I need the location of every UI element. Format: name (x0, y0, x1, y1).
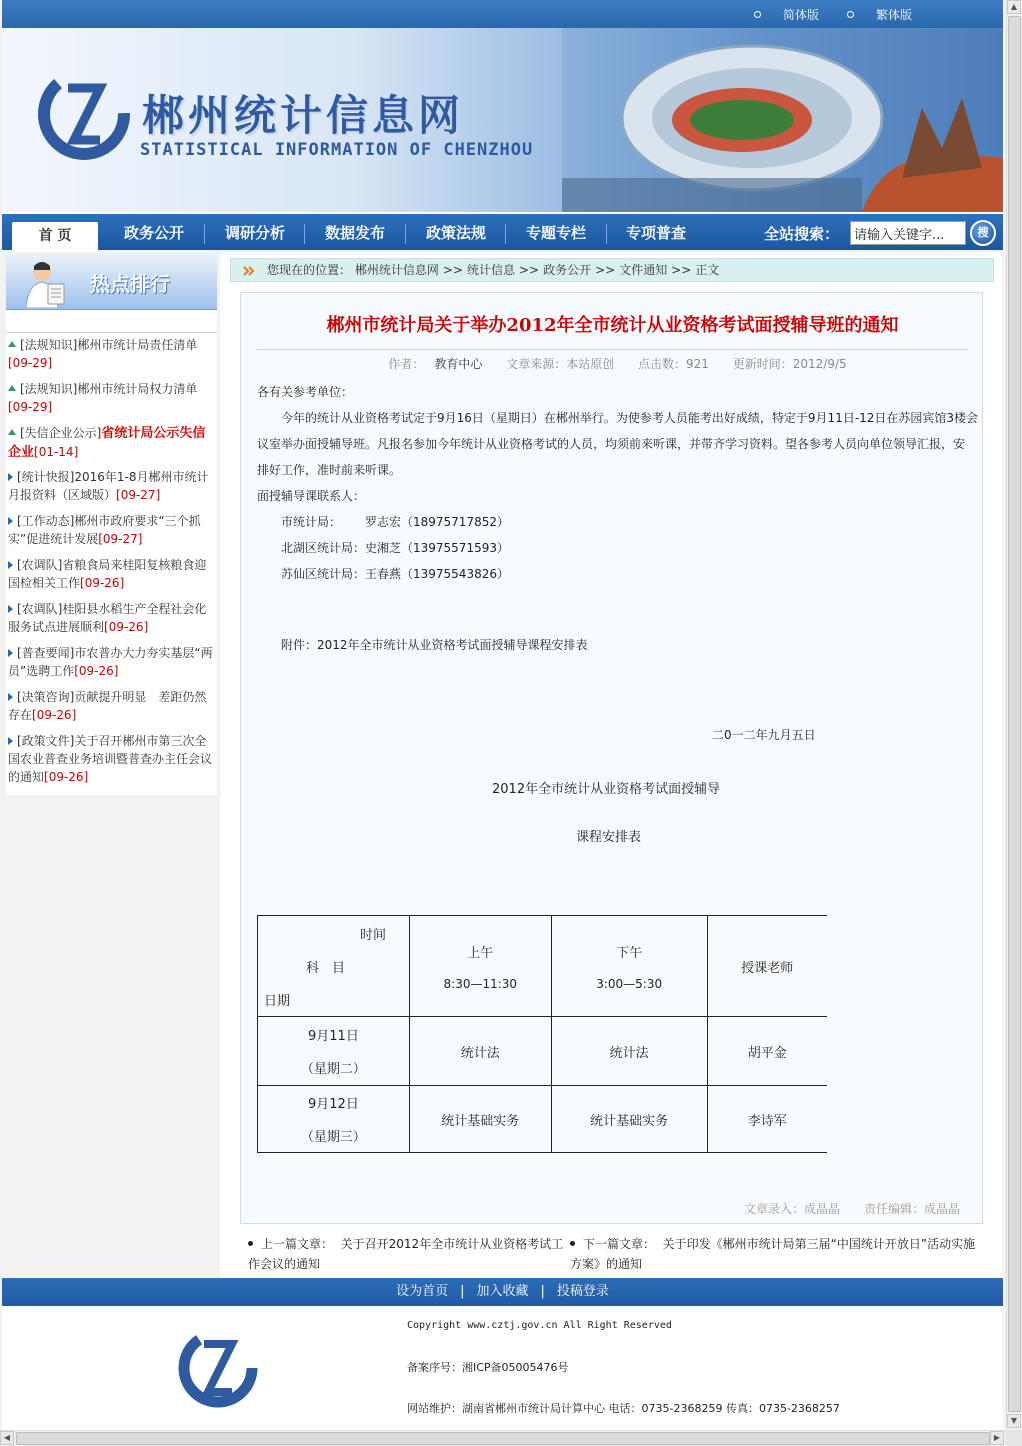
article-title: 郴州市统计局关于举办2012年全市统计从业资格考试面授辅导班的通知 (326, 315, 899, 336)
scroll-down-icon[interactable]: ▼ (1007, 1414, 1021, 1428)
editor: 责任编辑：成晶晶 (864, 1202, 961, 1216)
maintainer: 网站维护：湖南省郴州市统计局计算中心 电话：0735-2368259 传真：0735-2368257 (407, 1402, 840, 1415)
bullet-icon (248, 1241, 253, 1246)
triangle-right-icon (8, 517, 13, 525)
update-time: 更新时间：2012/9/5 (732, 357, 847, 371)
site-subtitle: STATISTICAL INFORMATION OF CHENZHOU (140, 140, 534, 160)
paragraph: 议室举办面授辅导班。凡报名参加今年统计从业资格考试的人员，均须前来听课，并带齐学习资料。望各参考人员向单位领导汇报，安 (257, 437, 966, 451)
scroll-thumb[interactable] (16, 1432, 990, 1445)
top-bar (2, 0, 1003, 28)
hot-ranking-title: 热点排行 (90, 272, 170, 296)
corner-cell: 时间 科 目 日期 (258, 916, 410, 1017)
triangle-up-icon (8, 341, 16, 347)
table-title: 2012年全市统计从业资格考试面授辅导 (492, 782, 721, 797)
breadcrumb-current: 正文 (695, 263, 720, 277)
simplified-link[interactable]: 简体版 (754, 6, 819, 23)
site-banner (2, 28, 1003, 212)
divider (257, 349, 968, 350)
date-sign: 二0一二年九月五日 (712, 728, 816, 742)
copyright: Copyright www.cztj.gov.cn All Right Reserved (407, 1320, 672, 1331)
table-cell: 统计基础实务 (551, 1086, 707, 1153)
contact-name: 王春燕（13975543826） (365, 567, 509, 581)
triangle-up-icon (8, 385, 16, 391)
triangle-right-icon (8, 473, 13, 481)
contacts-title: 面授辅导课联系人： (257, 489, 366, 503)
double-chevron-icon (243, 266, 255, 276)
search-button[interactable]: 搜 (970, 220, 996, 246)
nav-divider (405, 224, 406, 244)
contact-unit: 市统计局： (281, 515, 342, 529)
add-favorite-link[interactable]: 加入收藏 (476, 1284, 529, 1299)
triangle-right-icon (8, 737, 13, 745)
nav-item-research[interactable]: 调研分析 (225, 224, 286, 242)
paragraph: 排好工作，准时前来听课。 (257, 463, 402, 477)
hot-ranking-header (6, 254, 217, 310)
nav-divider (204, 224, 205, 244)
attachment: 附件：2012年全市统计从业资格考试面授辅导课程安排表 (281, 638, 588, 652)
triangle-right-icon (8, 649, 13, 657)
schedule-table (257, 915, 827, 1153)
scroll-left-icon[interactable]: ◀ (0, 1431, 14, 1445)
breadcrumb-stats[interactable]: 统计信息 (466, 263, 515, 277)
table-cell: 李诗军 (707, 1086, 827, 1153)
nav-item-data[interactable]: 数据发布 (325, 224, 386, 242)
table-subtitle: 课程安排表 (576, 830, 642, 845)
list-item[interactable]: [政策文件]关于召开郴州市第三次全国农业普查业务培训暨普查办主任会议的通知[09-26] (8, 734, 213, 784)
hot-ranking-panel (6, 254, 217, 795)
table-row (258, 1086, 828, 1153)
header-cell: 授课老师 (707, 916, 827, 1017)
circle-icon (754, 11, 761, 18)
nav-item-topics[interactable]: 专题专栏 (526, 224, 587, 242)
article-meta: 作者： 教育中心 文章来源：本站原创 点击数：921 更新时间：2012/9/5 (388, 357, 847, 371)
header-cell: 下午 3:00—5:30 (551, 916, 707, 1017)
footer-logo-icon (174, 1326, 262, 1410)
footer-links: 设为首页 | 加入收藏 | 投稿登录 (2, 1278, 1003, 1306)
scroll-thumb[interactable] (1008, 16, 1021, 1412)
scrollbar-corner (1006, 1430, 1022, 1446)
scroll-right-icon[interactable]: ▶ (990, 1431, 1004, 1445)
search-input[interactable] (850, 221, 966, 245)
list-item[interactable]: [工作动态]郴州市政府要求“三个抓实”促进统计发展[09-27] (8, 514, 201, 546)
list-item[interactable]: [法规知识]郴州市统计局权力清单 [09-29] (8, 382, 198, 414)
traditional-link[interactable]: 繁体版 (847, 6, 912, 23)
submit-login-link[interactable]: 投稿登录 (556, 1284, 609, 1299)
nav-item-policy[interactable]: 政策法规 (426, 224, 487, 242)
icp-number: 备案序号：湘ICP备05005476号 (407, 1361, 569, 1374)
recorder: 文章录入：成晶晶 (744, 1202, 841, 1216)
list-item[interactable]: [法规知识]郴州市统计局责任清单 [09-29] (8, 338, 198, 370)
nav-item-home[interactable]: 首 页 (12, 222, 98, 252)
triangle-up-icon (8, 429, 16, 435)
table-row (258, 916, 828, 1017)
breadcrumb-notices[interactable]: 文件通知 (619, 263, 668, 277)
table-cell: 统计法 (551, 1017, 707, 1086)
hot-ranking-list (6, 332, 217, 333)
contact-unit: 北湖区统计局： (281, 541, 366, 555)
breadcrumb-home[interactable]: 郴州统计信息网 (354, 263, 439, 277)
nav-item-census[interactable]: 专项普查 (626, 224, 687, 242)
list-item[interactable]: [农调队]省粮食局来桂阳复核粮食迎国检相关工作[09-26] (8, 558, 207, 590)
prev-article[interactable]: 上一篇文章： 关于召开2012年全市统计从业资格考试工作会议的通知 (248, 1237, 564, 1271)
main-nav (2, 212, 1003, 250)
set-homepage-link[interactable]: 设为首页 (396, 1284, 449, 1299)
triangle-right-icon (8, 561, 13, 569)
contact-name: 罗志宏（18975717852） (365, 515, 509, 529)
footer (2, 1306, 1003, 1430)
circle-icon (847, 11, 854, 18)
list-item[interactable]: [普查要闻]市农普办大力夯实基层“两员”选聘工作[09-26] (8, 646, 213, 678)
nav-divider (606, 224, 607, 244)
source: 文章来源：本站原创 (506, 357, 615, 371)
hits: 点击数：921 (638, 357, 709, 371)
date-cell: 9月12日 （星期三） (258, 1086, 410, 1153)
breadcrumb-government[interactable]: 政务公开 (543, 263, 592, 277)
list-item[interactable]: [失信企业公示]省统计局公示失信企业[01-14] (8, 426, 206, 460)
vertical-scrollbar[interactable] (1006, 0, 1022, 1430)
list-item[interactable]: [农调队]桂阳县水稻生产全程社会化服务试点进展顺利[09-26] (8, 602, 207, 634)
horizontal-scrollbar[interactable] (0, 1430, 1006, 1446)
search-label: 全站搜索： (764, 225, 840, 243)
triangle-right-icon (8, 605, 13, 613)
table-cell: 统计基础实务 (409, 1086, 551, 1153)
triangle-right-icon (8, 693, 13, 701)
doctor-avatar-icon (20, 258, 68, 308)
table-row (258, 1017, 828, 1086)
next-article[interactable]: 下一篇文章： 关于印发《郴州市统计局第三届“中国统计开放日”活动实施方案》的通知 (570, 1237, 976, 1271)
contact-unit: 苏仙区统计局： (281, 567, 366, 581)
author: 教育中心 (434, 357, 483, 371)
table-cell: 胡平金 (707, 1017, 827, 1086)
contact-name: 史湘芝（13975571593） (365, 541, 509, 555)
nav-item-government[interactable]: 政务公开 (124, 224, 185, 242)
site-title: 郴州统计信息网 (142, 91, 465, 140)
nav-divider (304, 224, 305, 244)
site-logo-icon (38, 68, 130, 160)
scroll-up-icon[interactable]: ▲ (1007, 0, 1021, 14)
header-cell: 上午 8:30—11:30 (409, 916, 551, 1017)
bullet-icon (570, 1241, 575, 1246)
date-cell: 9月11日 （星期二） (258, 1017, 410, 1086)
paragraph: 今年的统计从业资格考试定于9月16日（星期日）在郴州举行。为使参考人员能考出好成绩，特定于9月11日-12日在苏园宾馆3楼会 (281, 411, 979, 425)
table-cell: 统计法 (409, 1017, 551, 1086)
nav-divider (505, 224, 506, 244)
list-item[interactable]: [决策咨询]贡献提升明显 差距仍然存在[09-26] (8, 690, 207, 722)
breadcrumb: 您现在的位置： 郴州统计信息网 >> 统计信息 >> 政务公开 >> 文件通知 >> 正文 (230, 258, 994, 282)
salutation: 各有关参考单位： (257, 385, 354, 399)
stadium-photo (562, 28, 1003, 212)
list-item[interactable]: [统计快报]2016年1-8月郴州市统计月报资料（区域版）[09-27] (8, 470, 209, 502)
